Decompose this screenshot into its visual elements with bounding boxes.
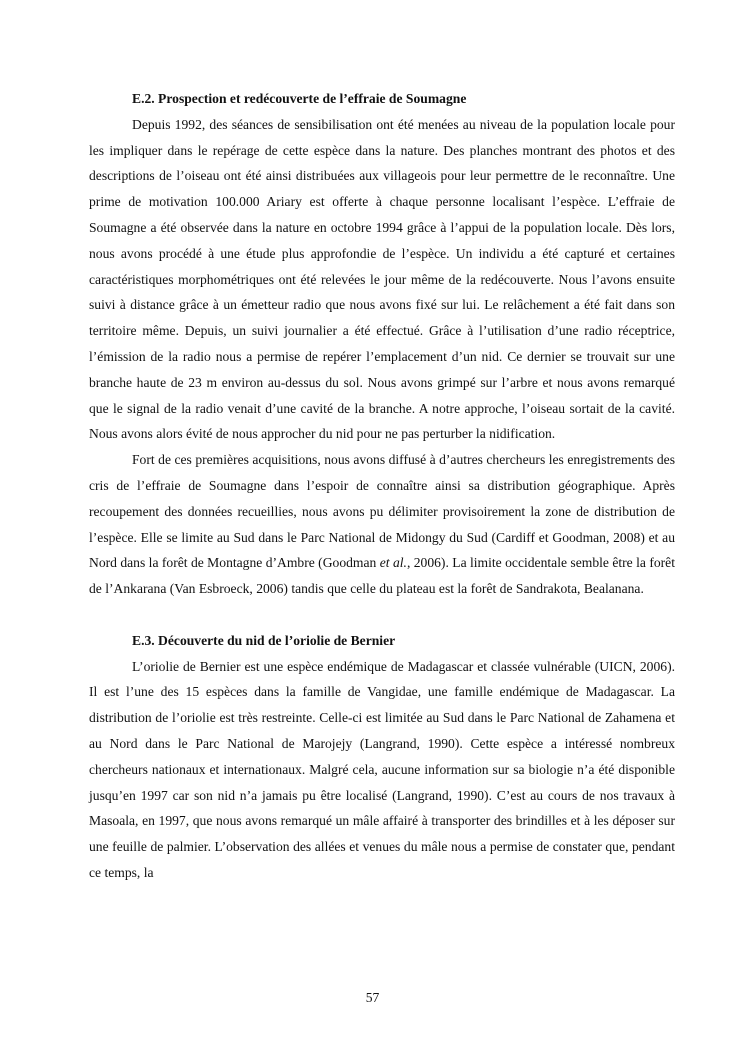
document-body bbox=[89, 86, 675, 886]
page-number: 57 bbox=[365, 990, 380, 1005]
paragraph-2-text-before: Fort de ces premières acquisitions, nous avons diffusé à d’autres chercheurs les enregistrements des cris de l’effraie de Soumagne dans l’espoir de connaître ainsi sa distribution géographique. Après recoupement des données recueillies, nous avons pu délimiter provisoirement la zone de distribution de l’espèce. Elle se limite au Sud dans le Parc National de Midongy du Sud (Cardiff et Goodman, 2008) et au Nord dans la forêt de Montagne d’Ambre (Goodman bbox=[89, 452, 675, 571]
section-e2-paragraph-1: Depuis 1992, des séances de sensibilisation ont été menées au niveau de la population locale pour les impliquer dans le repérage de cette espèce dans la nature. Des planches montrant des photos et des descriptions de l’oiseau ont été ainsi distribuées aux villageois pour leur permettre de le reconnaître. Une prime de motivation 100.000 Ariary est offerte à chaque personne localisant l’espèce. L’effraie de Soumagne a été observée dans la nature en octobre 1994 grâce à l’appui de la population locale. Dès lors, nous avons procédé à une étude plus approfondie de l’espèce. Un individu a été capturé et certaines caractéristiques morphométriques ont été relevées le jour même de la redécouverte. Nous l’avons ensuite suivi à distance grâce à un émetteur radio que nous avons fixé sur lui. Le relâchement a été fait dans son territoire même. Depuis, un suivi journalier a été effectué. Grâce à l’utilisation d’une radio réceptrice, l’émission de la radio nous a permise de repérer l’emplacement d’un nid. Ce dernier se trouvait sur une branche haute de 23 m environ au-dessus du sol. Nous avons grimpé sur l’arbre et nous avons remarqué que le signal de la radio venait d’une cavité de la branche. A notre approche, l’oiseau sortait de la cavité. Nous avons alors évité de nous approcher du nid pour ne pas perturber la nidification. bbox=[89, 116, 675, 442]
section-e3-paragraph-1: L’oriolie de Bernier est une espèce endémique de Madagascar et classée vulnérable (UICN, 2006). Il est l’une des 15 espèces dans la famille de Vangidae, une famille endémique de Madagascar. La distribution de l’oriolie est très restreinte. Celle-ci est limitée au Sud dans le Parc National de Zahamena et au Nord dans le Parc National de Marojejy (Langrand, 1990). Cette espèce a intéressé nombreux chercheurs nationaux et internationaux. Malgré cela, aucune information sur sa biologie n’a été disponible jusqu’en 1997 car son nid n’a jamais pu être localisé (Langrand, 1990). C’est au cours de nos travaux à Masoala, en 1997, que nous avons remarqué un mâle affairé à transporter des brindilles et à les déposer sur une feuille de palmier. L’observation des allées et venues du mâle nous a permise de constater que, pendant ce temps, la bbox=[89, 658, 675, 880]
section-e2-heading: E.2. Prospection et redécouverte de l’effraie de Soumagne bbox=[132, 91, 467, 106]
section-e2-paragraph-2 bbox=[89, 447, 675, 602]
section-e3-heading: E.3. Découverte du nid de l’oriolie de Bernier bbox=[132, 632, 396, 648]
section-spacer bbox=[89, 602, 675, 628]
citation-et-al: et al. bbox=[379, 555, 407, 571]
paragraph-2-text-after: , 2006). La limite occidentale semble être la forêt de l’Ankarana (Van Esbroeck, 2006) tandis que celle du plateau est la forêt de Sandrakota, Bealanana. bbox=[89, 555, 675, 597]
